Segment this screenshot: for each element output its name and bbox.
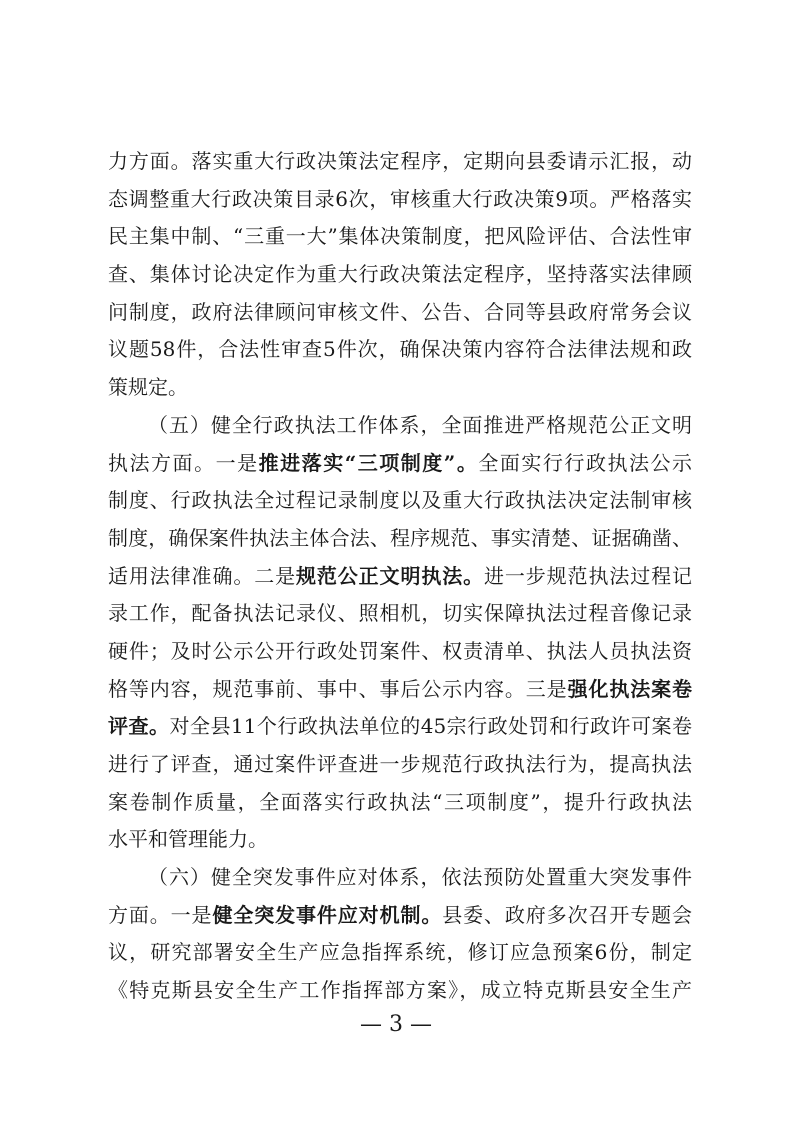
para2-line2 [108,445,692,483]
para1-line6: 议题58件，合法性审查5件次，确保决策内容符合法律法规和政 [108,337,692,362]
para2-line2-text-a: 执法方面。一是 [108,450,259,475]
para1-line1: 力方面。落实重大行政决策法定程序，定期向县委请示汇报，动 [108,149,692,173]
para1-line2: 态调整重大行政决策目录6次，审核重大行政决策9项。严格落实 [108,186,692,211]
para2-line2-text-c: 全面实行行政执法公示 [478,450,693,475]
para2-line6: 录工作，配备执法记录仪、照相机，切实保障执法过程音像记录 [108,601,692,626]
para2-line8 [108,671,692,709]
para2-line9-bold: 评查。 [108,714,170,739]
para1-line5: 问制度，政府法律顾问审核文件、公告、合同等县政府常务会议 [108,299,692,324]
para1-line4: 查、集体讨论决定作为重大行政决策法定程序，坚持落实法律顾 [108,262,692,287]
para2-line8-text-a: 格等内容，规范事前、事中、事后公示内容。三是 [108,676,568,701]
para2-line4: 制度，确保案件执法主体合法、程序规范、事实清楚、证据确凿、 [108,525,692,550]
para3-line2-text-c: 县委、政府多次召开专题会 [442,902,693,927]
para2-line5-text-c: 进一步规范执法过程记 [484,563,692,588]
para2-line8-bold: 强化执法案卷 [567,676,693,701]
para2-line9 [108,708,692,746]
para3-line2-bold: 健全突发事件应对机制。 [212,902,443,927]
para2-line7: 硬件；及时公示公开行政处罚案件、权责清单、执法人员执法资 [108,638,692,663]
para2-line10: 进行了评查，通过案件评查进一步规范行政执法行为，提高执法 [108,752,692,776]
para2-line1: （五）健全行政执法工作体系，全面推进严格规范公正文明 [148,412,692,437]
para2-line3: 制度、行政执法全过程记录制度以及重大行政执法决定法制审核 [108,488,692,513]
para2-line12: 水平和管理能力。 [108,827,268,852]
para3-line1: （六）健全突发事件应对体系，依法预防处置重大突发事件 [148,865,692,890]
para2-line5-bold: 规范公正文明执法。 [296,563,484,588]
para3-line2-text-a: 方面。一是 [108,902,213,927]
para2-line11: 案卷制作质量，全面落实行政执法“三项制度”，提升行政执法 [108,789,692,814]
page-number: — 3 — [360,1012,432,1037]
para2-line5-text-a: 适用法律准确。二是 [108,563,296,588]
para1-line3: 民主集中制、“三重一大”集体决策制度，把风险评估、合法性审 [108,224,692,249]
para1-line7: 策规定。 [108,375,188,400]
para3-line3: 议，研究部署安全生产应急指挥系统，修订应急预案6份，制定 [108,940,692,965]
para3-line2 [108,897,692,935]
para2-line5 [108,558,692,596]
body-text [108,143,692,1010]
para3-line4: 《特克斯县安全生产工作指挥部方案》，成立特克斯县安全生产 [108,978,692,1003]
para2-line9-text-b: 对全县11个行政执法单位的45宗行政处罚和行政许可案卷 [169,714,693,739]
para2-line2-bold: 推进落实“三项制度”。 [258,450,479,475]
